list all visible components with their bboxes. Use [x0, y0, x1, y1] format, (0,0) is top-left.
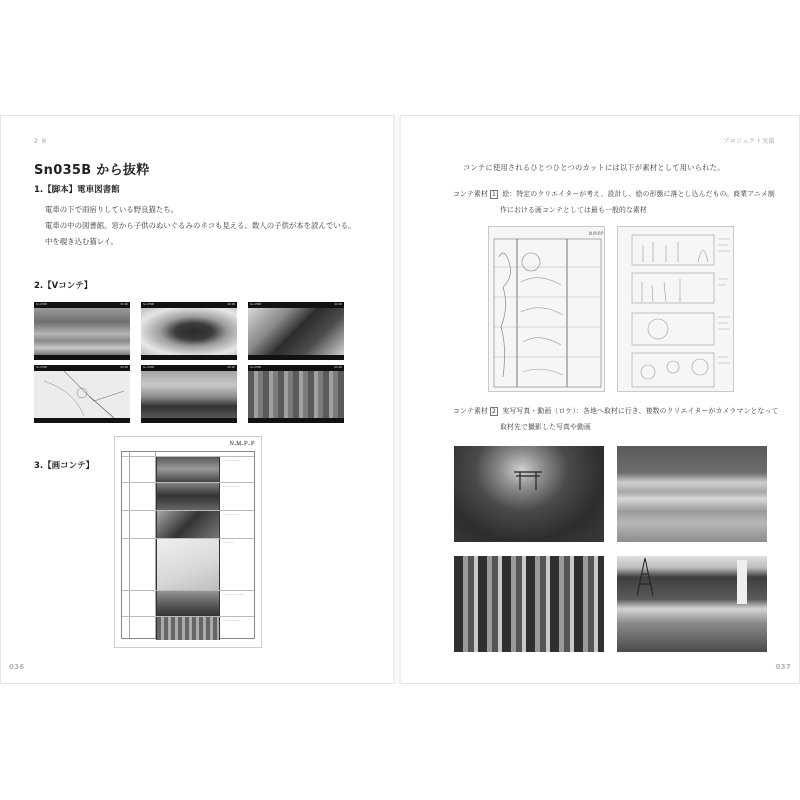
script-line: 電車の中の図書館。窓から子供のぬいぐるみのネコも見える。数人の子供が本を読んでいる。	[45, 221, 356, 230]
material-prefix: コンテ素材	[453, 190, 488, 198]
running-head-chapter: 2 章	[34, 138, 48, 145]
vconte-frame: Sn-035B 00:00	[248, 365, 344, 423]
material-text: 実写写真・動画（ロケ）：各地へ取材に行き、複数のクリエイターがカメラマンとなって	[502, 407, 779, 415]
intro-text: コンテに使用されるひとつひとつのカットには以下が素材として用いられた。	[463, 163, 725, 172]
lattice-tower-icon	[617, 556, 767, 652]
material-number-badge: 1	[491, 191, 497, 198]
material-1-description	[453, 186, 775, 218]
torii-gate-icon	[454, 446, 604, 542]
left-page	[0, 115, 393, 684]
running-head-section: プロジェクト実績	[723, 138, 775, 145]
script-line: 電車の下で雨宿りしている野良猫たち。	[45, 205, 179, 214]
material-text-cont: 作における画コンテとしては最も一般的な素材	[500, 206, 647, 214]
script-text	[45, 202, 355, 250]
book-spread	[0, 115, 800, 684]
vconte-frame: Sn-035B 00:00	[248, 302, 344, 360]
vconte-frame: Sn-035B 00:00	[141, 365, 237, 423]
script-line: 中を覗き込む猫レイ。	[45, 237, 118, 246]
section-heading-script: 1.【脚本】電車図書館	[34, 185, 120, 195]
material-prefix: コンテ素材	[453, 407, 488, 415]
vconte-frame: Sn-035B 00:00	[34, 302, 130, 360]
material-text-cont: 取材先で撮影した写真や動画	[500, 423, 591, 431]
vconte-frame: Sn-035B 00:00	[141, 302, 237, 360]
storyboard-sketch-2	[617, 226, 734, 392]
picture-storyboard-sheet	[114, 436, 262, 648]
section-heading-vconte: 2.【Vコンテ】	[34, 281, 93, 291]
svg-text:N.M.P.P: N.M.P.P	[589, 231, 604, 236]
page-number-right: 037	[775, 663, 791, 671]
storyboard-table: —— —— —— —— —— —— —— —— —— —— —— —— —— —— —— —— —— ——	[121, 451, 255, 639]
page-title: Sn035B から抜粋	[34, 163, 150, 178]
pencil-storyboard-icon	[489, 227, 605, 392]
storyboard-sketch-1	[488, 226, 605, 392]
material-text: 絵：特定のクリエイターが考え、設計し、絵の形態に落とし込んだもの。商業アニメ制	[502, 190, 775, 198]
photo-torii-forest-path	[454, 446, 604, 542]
umbrella-sketch-icon	[34, 371, 130, 418]
material-2-description	[453, 403, 778, 435]
photo-rail-yard	[617, 556, 767, 652]
vconte-grid	[34, 302, 346, 423]
character-storyboard-icon	[618, 227, 734, 392]
book-gutter	[393, 115, 401, 684]
photo-terraced-rice-fields	[617, 446, 767, 542]
photo-train-interior	[454, 556, 604, 652]
section-heading-ekonte: 3.【画コンテ】	[34, 461, 95, 471]
vconte-frame: Sn-035B 00:00	[34, 365, 130, 423]
material-number-badge: 2	[491, 408, 497, 415]
page-number-left: 036	[9, 663, 25, 671]
right-page	[401, 115, 800, 684]
sheet-logo: Ｎ.Ｍ.Ｐ.Ｐ	[229, 441, 255, 447]
